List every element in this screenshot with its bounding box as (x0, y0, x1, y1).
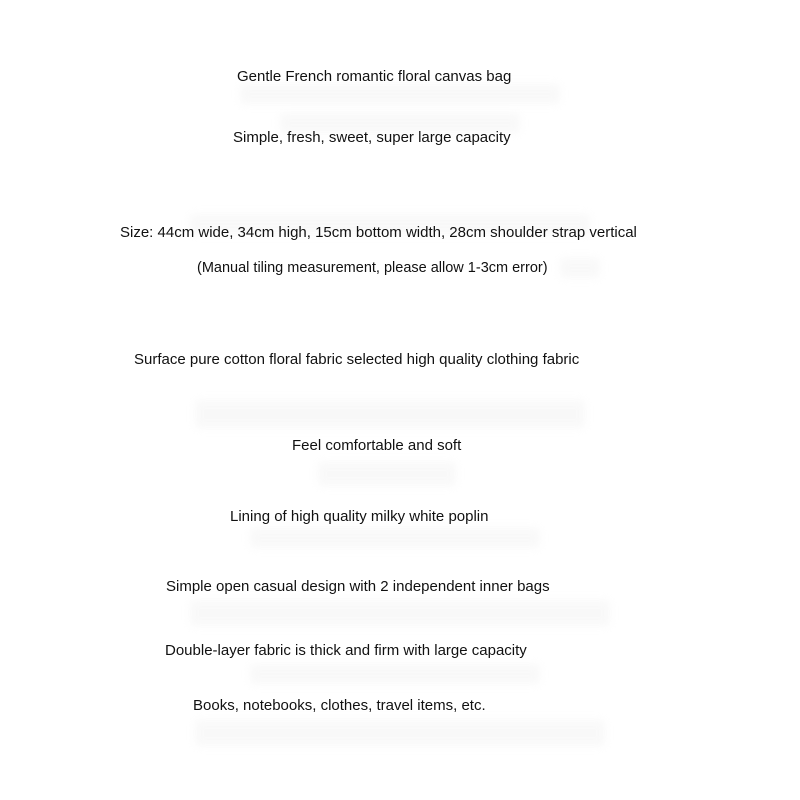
faded-background-text (250, 528, 540, 548)
surface-fabric: Surface pure cotton floral fabric selected high quality clothing fabric (134, 351, 580, 368)
lining-description: Lining of high quality milky white poplin (230, 508, 489, 525)
measurement-note: (Manual tiling measurement, please allow 1-3cm error) (197, 260, 548, 276)
faded-background-text (190, 600, 610, 626)
feel-description: Feel comfortable and soft (292, 437, 462, 454)
size-spec: Size: 44cm wide, 34cm high, 15cm bottom width, 28cm shoulder strap vertical (120, 224, 637, 241)
product-title: Gentle French romantic floral canvas bag (237, 68, 512, 85)
faded-background-text (250, 664, 540, 684)
faded-background-text (195, 400, 585, 428)
fabric-description: Double-layer fabric is thick and firm with large capacity (165, 642, 527, 659)
capacity-examples: Books, notebooks, clothes, travel items, etc. (193, 697, 486, 714)
faded-background-text (195, 720, 605, 746)
product-tagline: Simple, fresh, sweet, super large capacity (233, 129, 511, 146)
faded-background-text (318, 462, 456, 486)
design-description: Simple open casual design with 2 independent inner bags (166, 578, 550, 595)
